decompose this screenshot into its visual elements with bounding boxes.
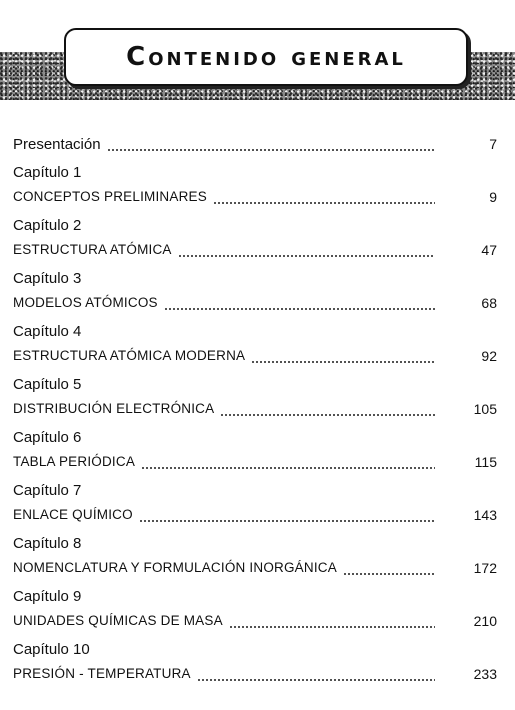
toc-entry[interactable] bbox=[13, 136, 497, 154]
toc-entry[interactable] bbox=[13, 348, 497, 366]
entry-title: PRESIÓN - TEMPERATURA bbox=[13, 666, 191, 681]
chapter-label: Capítulo 4 bbox=[13, 323, 82, 340]
page-title: Contenido general bbox=[126, 42, 406, 72]
toc-entry[interactable] bbox=[13, 666, 497, 684]
toc-entry[interactable] bbox=[13, 613, 497, 631]
toc-entry[interactable] bbox=[13, 560, 497, 578]
dot-leader bbox=[251, 361, 435, 363]
chapter-label: Capítulo 1 bbox=[13, 164, 82, 181]
chapter-label: Capítulo 2 bbox=[13, 217, 82, 234]
page-number: 7 bbox=[489, 136, 497, 152]
chapter-label: Capítulo 7 bbox=[13, 482, 82, 499]
chapter-label: Capítulo 6 bbox=[13, 429, 82, 446]
dot-leader bbox=[107, 149, 435, 151]
page-number: 47 bbox=[481, 242, 497, 258]
dot-leader bbox=[141, 467, 435, 469]
chapter-label: Capítulo 8 bbox=[13, 535, 82, 552]
toc-entry[interactable] bbox=[13, 189, 497, 207]
page-number: 172 bbox=[473, 560, 497, 576]
entry-title: TABLA PERIÓDICA bbox=[13, 454, 136, 469]
toc-entry[interactable] bbox=[13, 454, 497, 472]
toc-entry[interactable] bbox=[13, 401, 497, 419]
entry-title: ESTRUCTURA ATÓMICA MODERNA bbox=[13, 348, 246, 363]
table-of-contents bbox=[13, 136, 497, 694]
chapter-label: Capítulo 9 bbox=[13, 588, 82, 605]
page-number: 92 bbox=[481, 348, 497, 364]
entry-title: Presentación bbox=[13, 136, 101, 153]
dot-leader bbox=[139, 520, 435, 522]
toc-entry[interactable] bbox=[13, 507, 497, 525]
page-number: 210 bbox=[473, 613, 497, 629]
dot-leader bbox=[220, 414, 435, 416]
entry-title: UNIDADES QUÍMICAS DE MASA bbox=[13, 613, 223, 628]
toc-entry[interactable] bbox=[13, 242, 497, 260]
dot-leader bbox=[229, 626, 435, 628]
page-number: 105 bbox=[473, 401, 497, 417]
entry-title: DISTRIBUCIÓN ELECTRÓNICA bbox=[13, 401, 215, 416]
chapter-heading bbox=[13, 482, 497, 500]
chapter-heading bbox=[13, 217, 497, 235]
entry-title: MODELOS ATÓMICOS bbox=[13, 295, 158, 310]
dot-leader bbox=[213, 202, 435, 204]
entry-title: NOMENCLATURA Y FORMULACIÓN INORGÁNICA bbox=[13, 560, 337, 575]
chapter-label: Capítulo 3 bbox=[13, 270, 82, 287]
chapter-heading bbox=[13, 429, 497, 447]
page-number: 9 bbox=[489, 189, 497, 205]
chapter-heading bbox=[13, 641, 497, 659]
chapter-label: Capítulo 5 bbox=[13, 376, 82, 393]
title-box bbox=[64, 28, 468, 86]
entry-title: CONCEPTOS PRELIMINARES bbox=[13, 189, 207, 204]
page-number: 68 bbox=[481, 295, 497, 311]
chapter-label: Capítulo 10 bbox=[13, 641, 90, 658]
dot-leader bbox=[178, 255, 435, 257]
page-number: 233 bbox=[473, 666, 497, 682]
page-number: 115 bbox=[474, 454, 497, 470]
toc-entry[interactable] bbox=[13, 295, 497, 313]
entry-title: ENLACE QUÍMICO bbox=[13, 507, 133, 522]
chapter-heading bbox=[13, 376, 497, 394]
dot-leader bbox=[343, 573, 435, 575]
chapter-heading bbox=[13, 270, 497, 288]
dot-leader bbox=[197, 679, 435, 681]
chapter-heading bbox=[13, 164, 497, 182]
chapter-heading bbox=[13, 323, 497, 341]
chapter-heading bbox=[13, 588, 497, 606]
page-number: 143 bbox=[473, 507, 497, 523]
entry-title: ESTRUCTURA ATÓMICA bbox=[13, 242, 172, 257]
chapter-heading bbox=[13, 535, 497, 553]
dot-leader bbox=[164, 308, 435, 310]
